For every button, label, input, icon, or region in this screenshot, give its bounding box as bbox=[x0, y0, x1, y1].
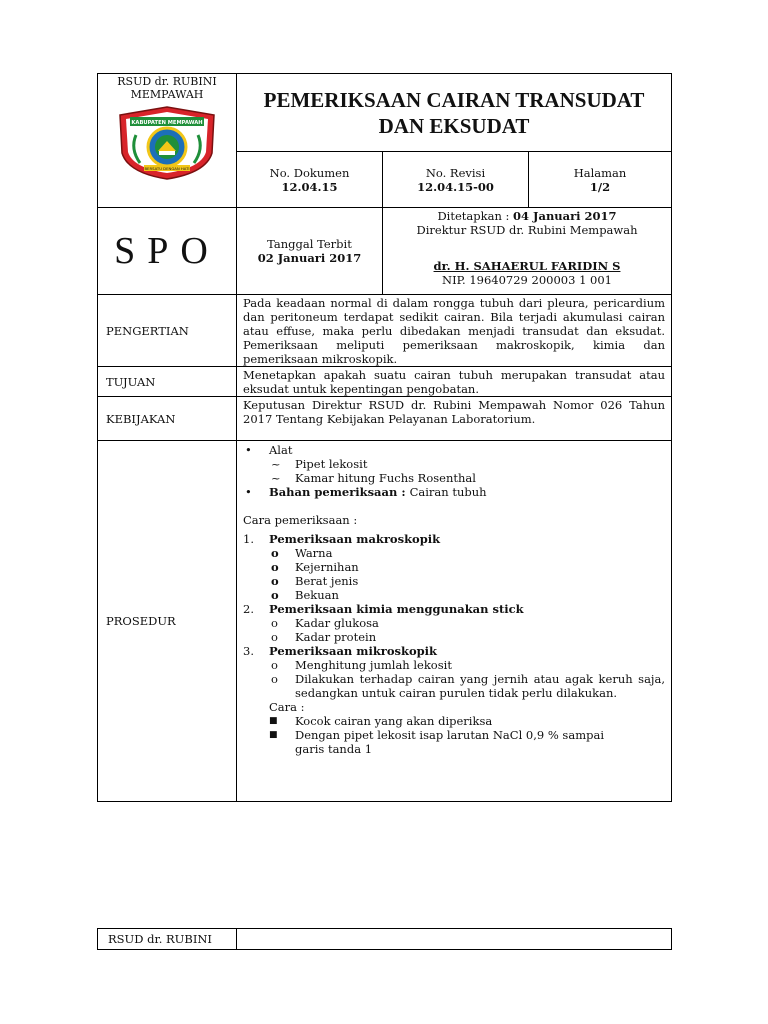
step-1-subitem bbox=[243, 546, 665, 560]
step-1-item: Berat jenis bbox=[295, 574, 359, 588]
step-3 bbox=[243, 644, 665, 658]
footer-table bbox=[97, 928, 672, 950]
ditetapkan-label: Ditetapkan : bbox=[437, 209, 514, 223]
prosedur-label: PROSEDUR bbox=[98, 441, 237, 802]
no-dokumen-label: No. Dokumen bbox=[269, 165, 350, 180]
step-2-item: Kadar glukosa bbox=[295, 616, 379, 630]
step-1-subitem bbox=[243, 588, 665, 602]
cara-heading: Cara : bbox=[269, 700, 305, 714]
step-1-subitem bbox=[243, 574, 665, 588]
tilde-icon: ~ bbox=[271, 457, 281, 471]
bahan-value: Cairan tubuh bbox=[409, 485, 487, 499]
step-number: 2. bbox=[243, 602, 254, 616]
step-2 bbox=[243, 602, 665, 616]
no-revisi-value: 12.04.15-00 bbox=[417, 179, 494, 194]
ditetapkan-cell bbox=[383, 208, 672, 295]
step-3-subitem bbox=[243, 658, 665, 672]
step-1-item: Kejernihan bbox=[295, 560, 359, 574]
cara-subitem bbox=[243, 714, 665, 728]
halaman-value: 1/2 bbox=[589, 179, 611, 194]
org-name-line1: RSUD dr. RUBINI bbox=[117, 75, 217, 88]
cara-item: Dengan pipet lekosit isap larutan NaCl 0,9 % sampai garis tanda 1 bbox=[295, 728, 604, 756]
cara-item: Kocok cairan yang akan diperiksa bbox=[295, 714, 493, 728]
title-line2: DAN EKSUDAT bbox=[378, 113, 530, 138]
no-revisi-cell bbox=[383, 152, 529, 208]
step-1-item: Warna bbox=[295, 546, 333, 560]
cara-pemeriksaan-heading: Cara pemeriksaan : bbox=[243, 513, 358, 527]
step-number: 3. bbox=[243, 644, 254, 658]
circle-bullet-icon: o bbox=[271, 574, 279, 588]
alat-subitem bbox=[243, 471, 665, 485]
alat-heading: Alat bbox=[269, 443, 293, 457]
circle-bullet-icon: o bbox=[271, 616, 278, 630]
no-revisi-label: No. Revisi bbox=[425, 165, 486, 180]
tanggal-terbit-label: Tanggal Terbit bbox=[267, 237, 352, 251]
halaman-label: Halaman bbox=[573, 165, 627, 180]
logo-motto-text: BERSATU DENGAN HATI bbox=[144, 165, 190, 171]
square-bullet-icon: ■ bbox=[269, 730, 278, 740]
circle-bullet-icon: o bbox=[271, 672, 278, 686]
tanggal-terbit-cell bbox=[237, 208, 383, 295]
kebijakan-label: KEBIJAKAN bbox=[98, 397, 237, 441]
square-bullet-icon: ■ bbox=[269, 716, 278, 726]
signer-nip: NIP. 19640729 200003 1 001 bbox=[442, 273, 612, 287]
step-3-subitem bbox=[243, 672, 665, 700]
pengertian-text: Pada keadaan normal di dalam rongga tubuh dari pleura, pericardium dan peritoneum terdapat sedikit cairan. Bila terjadi akumulasi cairan atau effuse, maka perlu dibedakan menjadi transudat dan eksudat. Pemeriksaan meliputi pemeriksaan makroskopik, kimia dan pemeriksaan mikroskopik. bbox=[237, 295, 672, 367]
alat-subitem bbox=[243, 457, 665, 471]
direktur-title: Direktur RSUD dr. Rubini Mempawah bbox=[416, 223, 638, 237]
prosedur-content bbox=[237, 441, 672, 802]
tujuan-text: Menetapkan apakah suatu cairan tubuh merupakan transudat atau eksudat untuk kepentingan pengobatan. bbox=[237, 367, 672, 397]
tanggal-terbit-value: 02 Januari 2017 bbox=[257, 251, 362, 265]
bahan-label: Bahan pemeriksaan : bbox=[269, 485, 410, 499]
org-name-line2: MEMPAWAH bbox=[130, 88, 204, 101]
alat-item-text: Pipet lekosit bbox=[295, 457, 368, 471]
title-line1: PEMERIKSAAN CAIRAN TRANSUDAT bbox=[263, 87, 645, 112]
step-2-subitem bbox=[243, 630, 665, 644]
step-1-subitem bbox=[243, 560, 665, 574]
no-dokumen-value: 12.04.15 bbox=[281, 179, 338, 194]
org-cell bbox=[98, 74, 237, 208]
ditetapkan-line bbox=[383, 209, 671, 223]
kebijakan-text: Keputusan Direktur RSUD dr. Rubini Mempawah Nomor 026 Tahun 2017 Tentang Kebijakan Pelayanan Laboratorium. bbox=[237, 397, 672, 441]
step-1 bbox=[243, 532, 665, 546]
circle-bullet-icon: o bbox=[271, 630, 278, 644]
spo-label: SPO bbox=[98, 208, 237, 295]
ditetapkan-date: 04 Januari 2017 bbox=[513, 209, 617, 223]
step-2-title: Pemeriksaan kimia menggunakan stick bbox=[269, 602, 524, 616]
kabupaten-mempawah-logo bbox=[114, 105, 220, 181]
step-number: 1. bbox=[243, 532, 254, 546]
document-title bbox=[237, 74, 672, 152]
signer-name: dr. H. SAHAERUL FARIDIN S bbox=[433, 259, 621, 273]
spo-document bbox=[97, 73, 672, 802]
circle-bullet-icon: o bbox=[271, 658, 278, 672]
step-2-subitem bbox=[243, 616, 665, 630]
tilde-icon: ~ bbox=[271, 471, 281, 485]
step-3-item: Menghitung jumlah lekosit bbox=[295, 658, 452, 672]
alat-item-text: Kamar hitung Fuchs Rosenthal bbox=[295, 471, 476, 485]
footer-empty-cell bbox=[237, 929, 672, 950]
step-1-item: Bekuan bbox=[295, 588, 339, 602]
step-3-item: Dilakukan terhadap cairan yang jernih atau agak keruh saja, sedangkan untuk cairan purulen tidak perlu dilakukan. bbox=[295, 672, 666, 700]
no-dokumen-cell bbox=[237, 152, 383, 208]
circle-bullet-icon: o bbox=[271, 588, 279, 602]
halaman-cell bbox=[529, 152, 672, 208]
circle-bullet-icon: o bbox=[271, 560, 279, 574]
cara-subitem bbox=[243, 728, 665, 756]
step-2-item: Kadar protein bbox=[295, 630, 377, 644]
bullet-icon: • bbox=[245, 443, 252, 457]
footer-org: RSUD dr. RUBINI bbox=[98, 929, 237, 950]
pengertian-label: PENGERTIAN bbox=[98, 295, 237, 367]
circle-bullet-icon: o bbox=[271, 546, 279, 560]
bullet-icon: • bbox=[245, 485, 252, 499]
step-3-title: Pemeriksaan mikroskopik bbox=[269, 644, 438, 658]
alat-item bbox=[243, 443, 665, 457]
logo-banner-text: KABUPATEN MEMPAWAH bbox=[131, 120, 203, 126]
bahan-item bbox=[243, 485, 665, 499]
tujuan-label: TUJUAN bbox=[98, 367, 237, 397]
step-1-title: Pemeriksaan makroskopik bbox=[269, 532, 441, 546]
